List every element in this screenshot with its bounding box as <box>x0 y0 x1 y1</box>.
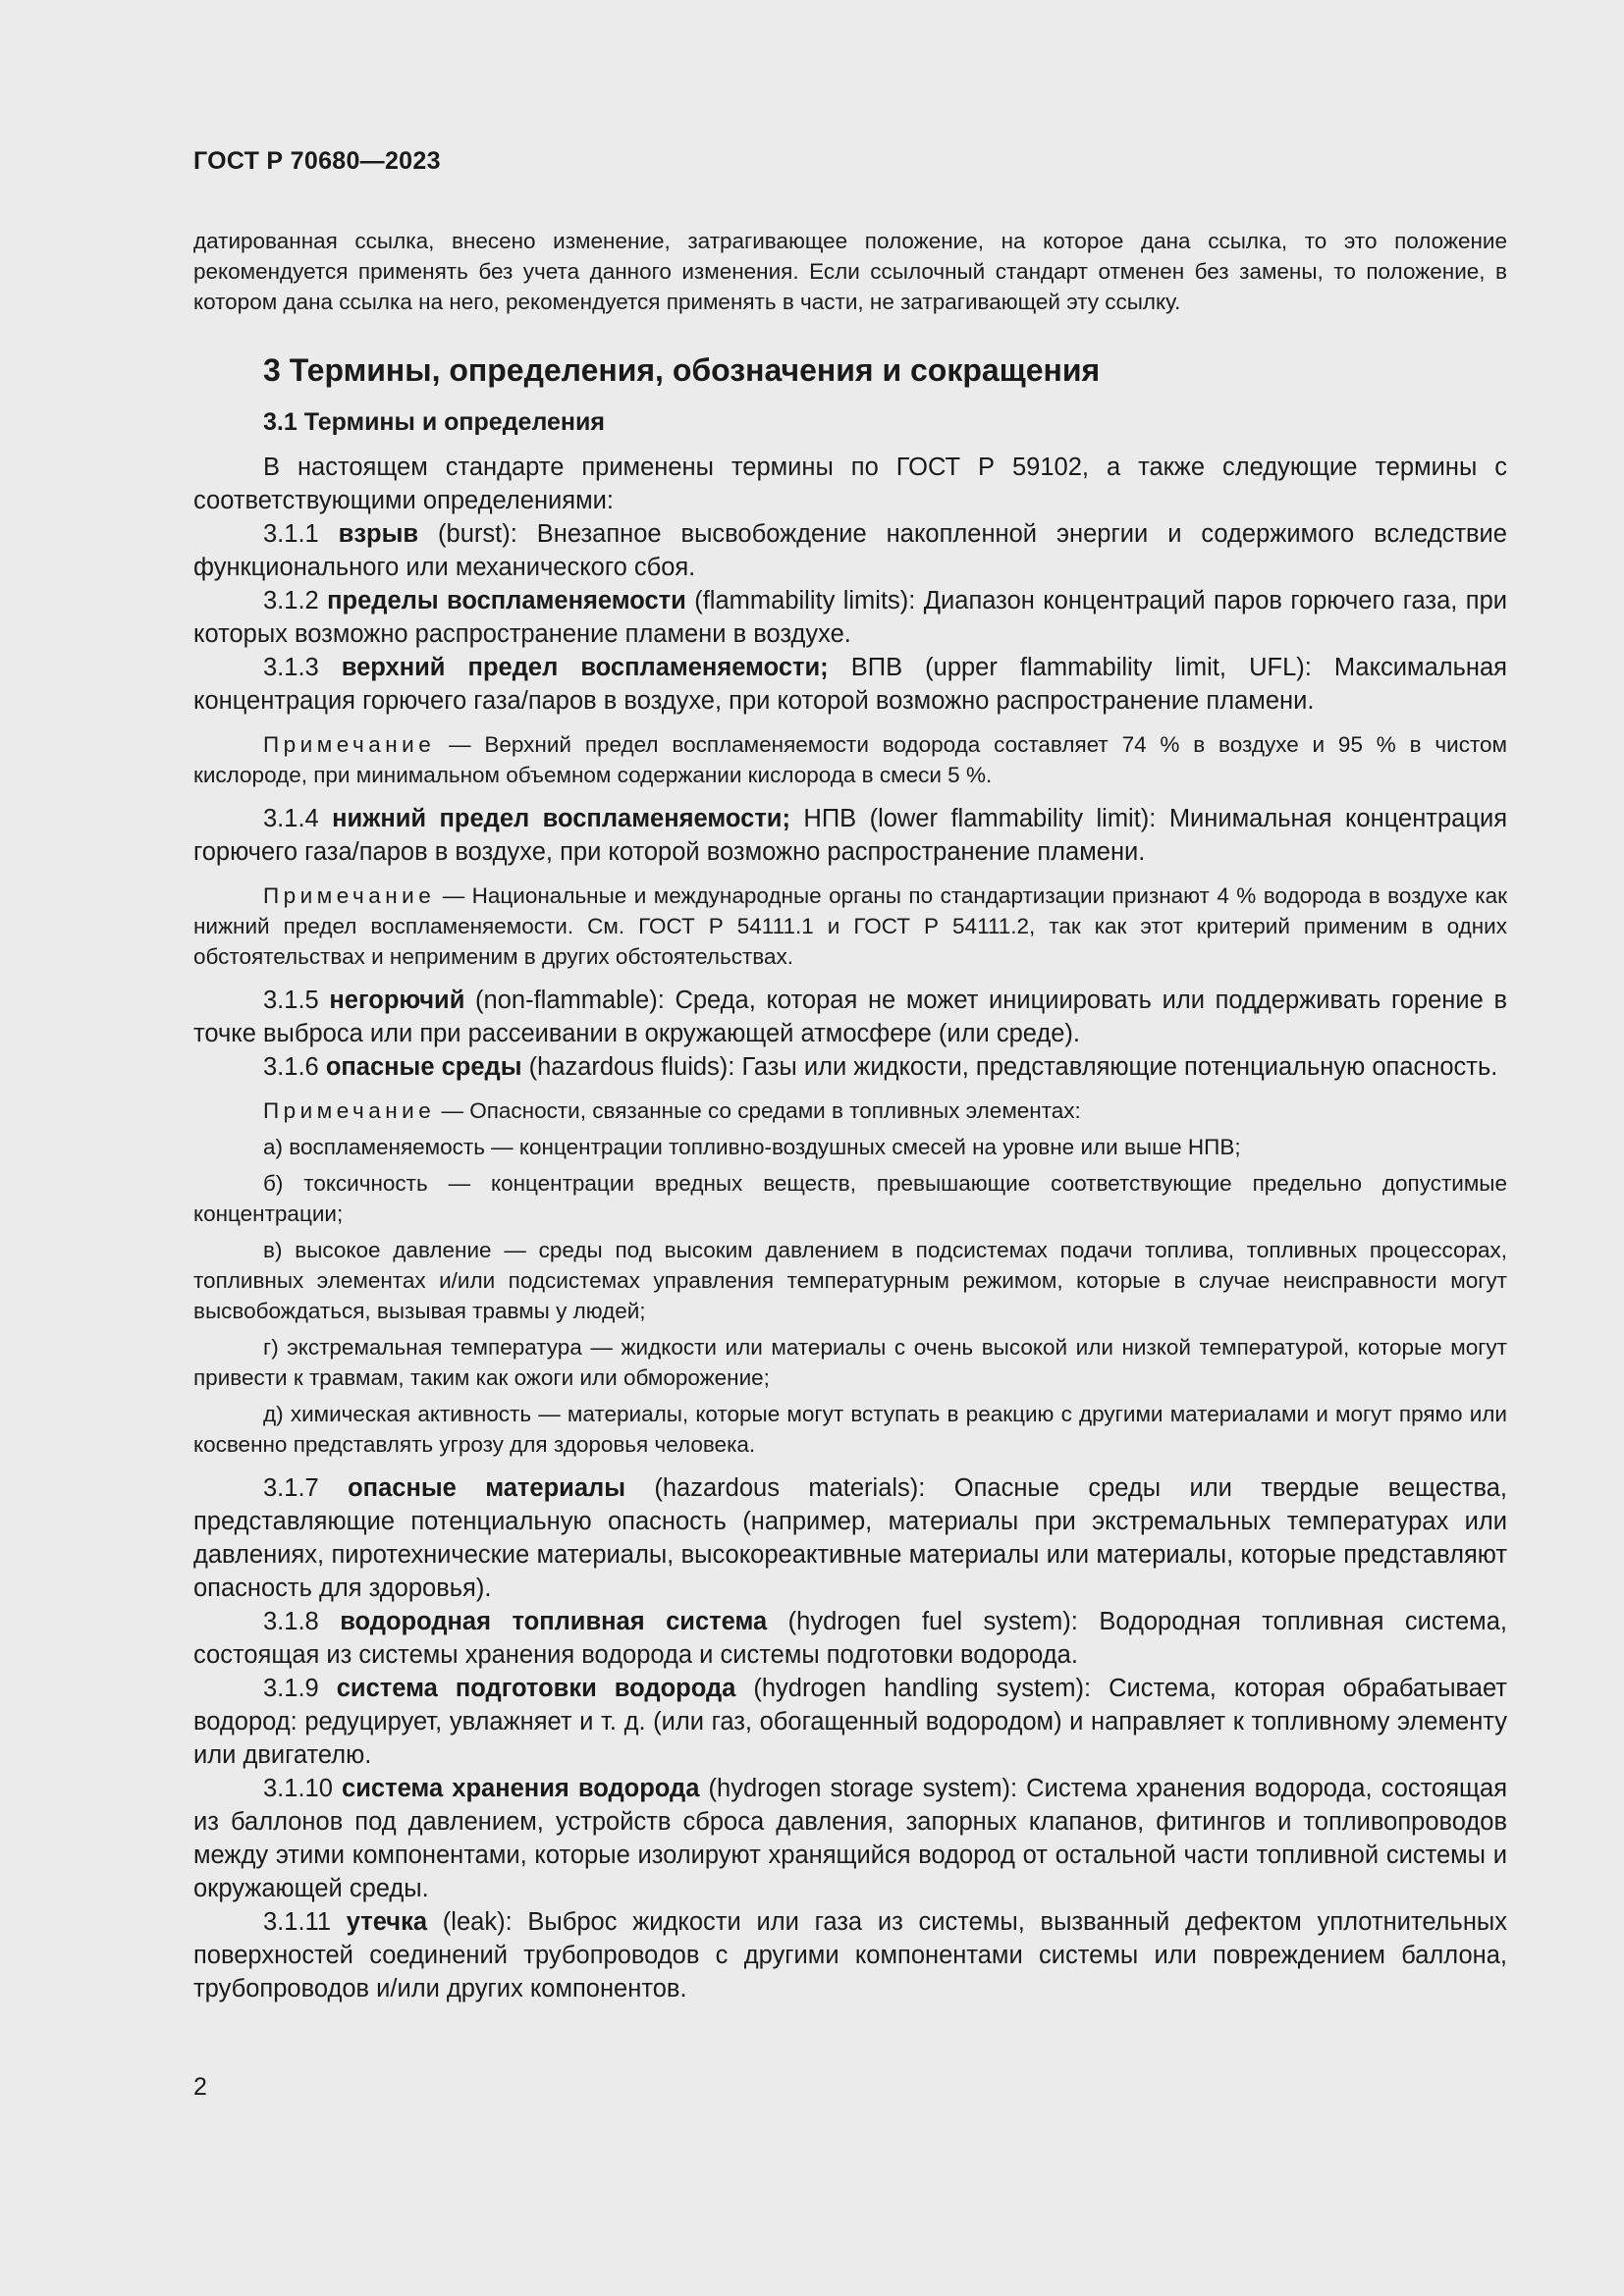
subsection-title: 3.1 Термины и определения <box>263 408 605 436</box>
term-number: 3.1.8 <box>263 1608 341 1635</box>
note-1 <box>193 729 1507 790</box>
term-definition: (hydrogen handling system): Система, которая обрабатывает водород: редуцирует, увлажняет и т. д. (или газ, обогащенный водородом) и направляет к топливному элементу или двигателю. <box>193 1675 1507 1769</box>
term-name: пределы воспламеняемости <box>327 587 686 614</box>
document-header: ГОСТ Р 70680—2023 <box>193 147 441 175</box>
term-3-1-2 <box>193 584 1507 651</box>
term-3-1-8 <box>193 1605 1507 1672</box>
lead-paragraph: В настоящем стандарте применены термины по ГОСТ Р 59102, а также следующие термины с соответствующими определениями: <box>193 454 1507 514</box>
term-definition: (non-flammable): Среда, которая не может инициировать или поддерживать горение в точке выброса или при рассеивании в окружающей атмосфере (или среде). <box>193 987 1507 1047</box>
term-definition: (hydrogen storage system): Система хранения водорода, состоящая из баллонов под давлением, устройств сброса давления, запорных клапанов, фитингов и топливопроводов между этими компонентами, которые изолируют хранящийся водород от остальной части топливной системы и окружающей среды. <box>193 1775 1508 1902</box>
term-3-1-1 <box>193 517 1507 584</box>
page-number: 2 <box>193 2073 207 2101</box>
term-number: 3.1.6 <box>263 1053 326 1081</box>
term-definition: (leak): Выброс жидкости или газа из системы, вызванный дефектом уплотнительных поверхностей соединений трубопроводов с другими компонентами системы или повреждением баллона, трубопроводов и/или других компонентов. <box>193 1908 1507 2002</box>
term-name: негорючий <box>329 987 465 1014</box>
note-item-c: в) высокое давление — среды под высоким давлением в подсистемах подачи топлива, топливных процессорах, топливных элементах и/или подсистемах управления температурным режимом, которые в случае неисправности могут высвобождаться, вызывая травмы у людей; <box>193 1238 1507 1323</box>
term-number: 3.1.1 <box>263 520 339 548</box>
note-2 <box>193 881 1507 972</box>
term-definition: (hydrogen fuel system): Водородная топливная система, состоящая из системы хранения водорода и системы подготовки водорода. <box>193 1608 1507 1669</box>
term-3-1-7 <box>193 1471 1507 1605</box>
term-3-1-3 <box>193 651 1507 718</box>
note-label: Примечание <box>263 1098 436 1123</box>
page-content <box>193 226 1507 2005</box>
term-number: 3.1.5 <box>263 987 330 1014</box>
note-text: — Опасности, связанные со средами в топливных элементах: <box>435 1098 1081 1123</box>
term-definition: ВПВ (upper flammability limit, UFL): Максимальная концентрация горючего газа/паров в воздухе, при которой возможно распространение пламени. <box>193 654 1507 715</box>
term-name: взрыв <box>338 520 419 548</box>
term-3-1-9 <box>193 1672 1507 1772</box>
note-block-1 <box>193 729 1507 790</box>
note-block-2 <box>193 881 1507 972</box>
note-text: — Верхний предел воспламеняемости водорода составляет 74 % в воздухе и 95 % в чистом кислороде, при минимальном объемном содержании кислорода в смеси 5 %. <box>193 732 1507 787</box>
term-3-1-6 <box>193 1050 1507 1084</box>
term-number: 3.1.2 <box>263 587 328 614</box>
note-label: Примечание <box>263 732 436 757</box>
term-name: опасные материалы <box>348 1474 625 1502</box>
section-title: 3 Термины, определения, обозначения и сокращения <box>263 352 1101 388</box>
term-name: система хранения водорода <box>342 1775 700 1802</box>
note-text: — Национальные и международные органы по стандартизации признают 4 % водорода в воздухе как нижний предел воспламеняемости. См. ГОСТ Р 54111.1 и ГОСТ Р 54111.2, так как этот критерий применим в одних обстоятельствах и неприменим в других обстоятельствах. <box>193 883 1507 969</box>
term-name: система подготовки водорода <box>336 1675 736 1702</box>
term-definition: (hazardous materials): Опасные среды или твердые вещества, представляющие потенциальную опасность (например, материалы при экстремальных температурах или давлениях, пиротехнические материалы, высокореактивные материалы или материалы, которые представляют опасность для здоровья). <box>193 1474 1507 1602</box>
note-block-3 <box>193 1095 1507 1460</box>
term-3-1-5 <box>193 984 1507 1050</box>
term-number: 3.1.4 <box>263 805 333 832</box>
term-number: 3.1.11 <box>263 1908 347 1936</box>
term-name: нижний предел воспламеняемости; <box>332 805 790 832</box>
term-name: водородная топливная система <box>340 1608 768 1635</box>
note-item-d: г) экстремальная температура — жидкости или материалы с очень высокой или низкой температурой, которые могут привести к травмам, таким как ожоги или обморожение; <box>193 1335 1507 1390</box>
note-item-a: а) воспламеняемость — концентрации топливно-воздушных смесей на уровне или выше НПВ; <box>263 1135 1241 1159</box>
term-name: верхний предел воспламеняемости; <box>341 654 829 681</box>
note-3 <box>193 1095 1507 1126</box>
term-3-1-4 <box>193 802 1507 869</box>
term-number: 3.1.7 <box>263 1474 349 1502</box>
term-name: утечка <box>346 1908 428 1936</box>
term-name: опасные среды <box>325 1053 522 1081</box>
term-definition: (burst): Внезапное высвобождение накопленной энергии и содержимого вследствие функционального или механического сбоя. <box>193 520 1507 581</box>
note-item-b: б) токсичность — концентрации вредных веществ, превышающие соответствующие предельно допустимые концентрации; <box>193 1171 1507 1226</box>
intro-paragraph: датированная ссылка, внесено изменение, затрагивающее положение, на которое дана ссылка, то это положение рекомендуется применять без учета данного изменения. Если ссылочный стандарт отменен без замены, то положение, в котором дана ссылка на него, рекомендуется применять в части, не затрагивающей эту ссылку. <box>193 229 1507 314</box>
term-definition: (hazardous fluids): Газы или жидкости, представляющие потенциальную опасность. <box>521 1053 1498 1081</box>
term-number: 3.1.10 <box>263 1775 343 1802</box>
term-3-1-10 <box>193 1772 1507 1905</box>
term-number: 3.1.3 <box>263 654 342 681</box>
term-definition: НПВ (lower flammability limit): Минимальная концентрация горючего газа/паров в воздухе, при которой возможно распространение пламени. <box>193 805 1507 866</box>
note-item-e: д) химическая активность — материалы, которые могут вступать в реакцию с другими материалами и могут прямо или косвенно представлять угрозу для здоровья человека. <box>193 1402 1507 1457</box>
term-number: 3.1.9 <box>263 1675 337 1702</box>
note-label: Примечание <box>263 883 436 908</box>
term-3-1-11 <box>193 1905 1507 2005</box>
term-definition: (flammability limits): Диапазон концентраций паров горючего газа, при которых возможно распространение пламени в воздухе. <box>193 587 1507 648</box>
